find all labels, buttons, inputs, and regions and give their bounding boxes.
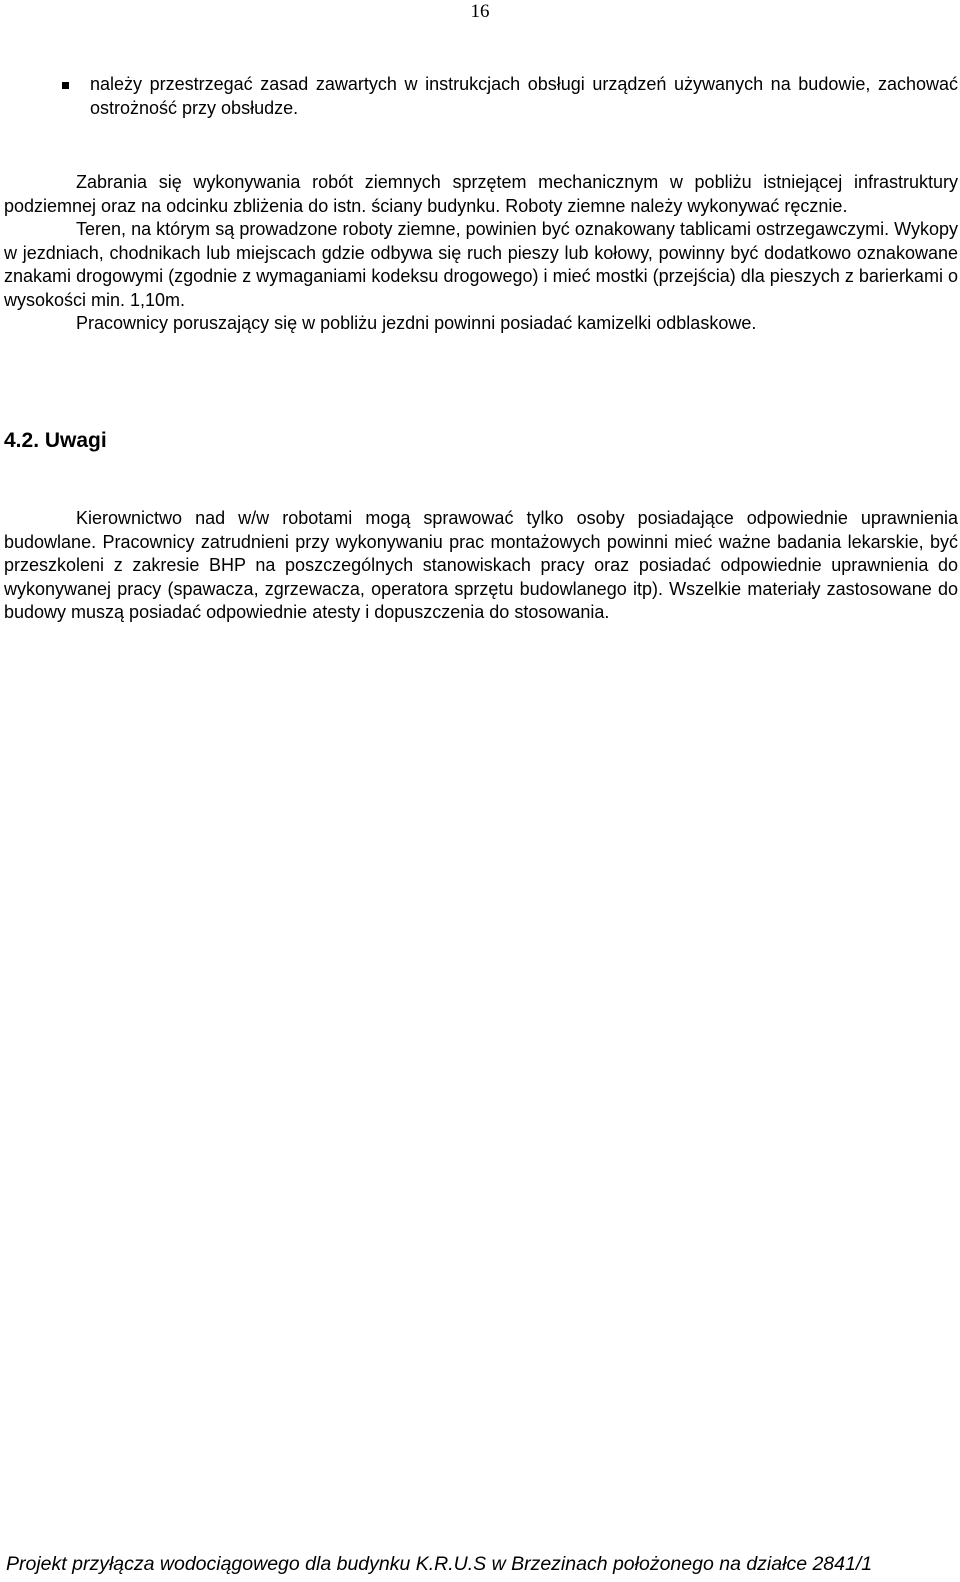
section-heading-uwagi: 4.2. Uwagi	[4, 429, 107, 452]
paragraph-site-marking: Teren, na którym są prowadzone roboty ziemne, powinien być oznakowany tablicami ostrzegawczymi. Wykopy w jezdniach, chodnikach lub miejscach gdzie odbywa się ruch pieszy lub kołowy, powinny być dodatkowo oznakowane znakami drogowymi (zgodnie z wymaganiami kodeksu drogowego) i mieć mostki (przejścia) dla pieszych z barierkami o wysokości min. 1,10m.	[4, 219, 958, 310]
page-footer: Projekt przyłącza wodociągowego dla budynku K.R.U.S w Brzezinach położonego na działce 2841/1	[6, 1553, 873, 1575]
section-earthworks	[4, 171, 958, 336]
bullet-text: należy przestrzegać zasad zawartych w instrukcjach obsługi urządzeń używanych na budowie, zachować ostrożność przy obsłudze.	[90, 74, 958, 118]
section-uwagi-body	[4, 507, 958, 625]
square-bullet-icon	[62, 82, 69, 89]
paragraph-reflective-vests: Pracownicy poruszający się w pobliżu jezdni powinni posiadać kamizelki odblaskowe.	[76, 313, 757, 333]
paragraph-qualifications: Kierownictwo nad w/w robotami mogą sprawować tylko osoby posiadające odpowiednie uprawnienia budowlane. Pracownicy zatrudnieni przy wykonywaniu prac montażowych powinni mieć ważne badania lekarskie, być przeszkoleni z zakresie BHP na poszczególnych stanowiskach pracy oraz posiadać odpowiednie uprawnienia do wykonywanej pracy (spawacza, zgrzewacza, operatora sprzętu budowlanego itp). Wszelkie materiały zastosowane do budowy muszą posiadać odpowiednie atesty i dopuszczenia do stosowania.	[4, 508, 958, 622]
paragraph-earthworks-ban: Zabrania się wykonywania robót ziemnych sprzętem mechanicznym w pobliżu istniejącej infrastruktury podziemnej oraz na odcinku zbliżenia do istn. ściany budynku. Roboty ziemne należy wykonywać ręcznie.	[4, 172, 958, 216]
page-number: 16	[470, 1, 490, 22]
